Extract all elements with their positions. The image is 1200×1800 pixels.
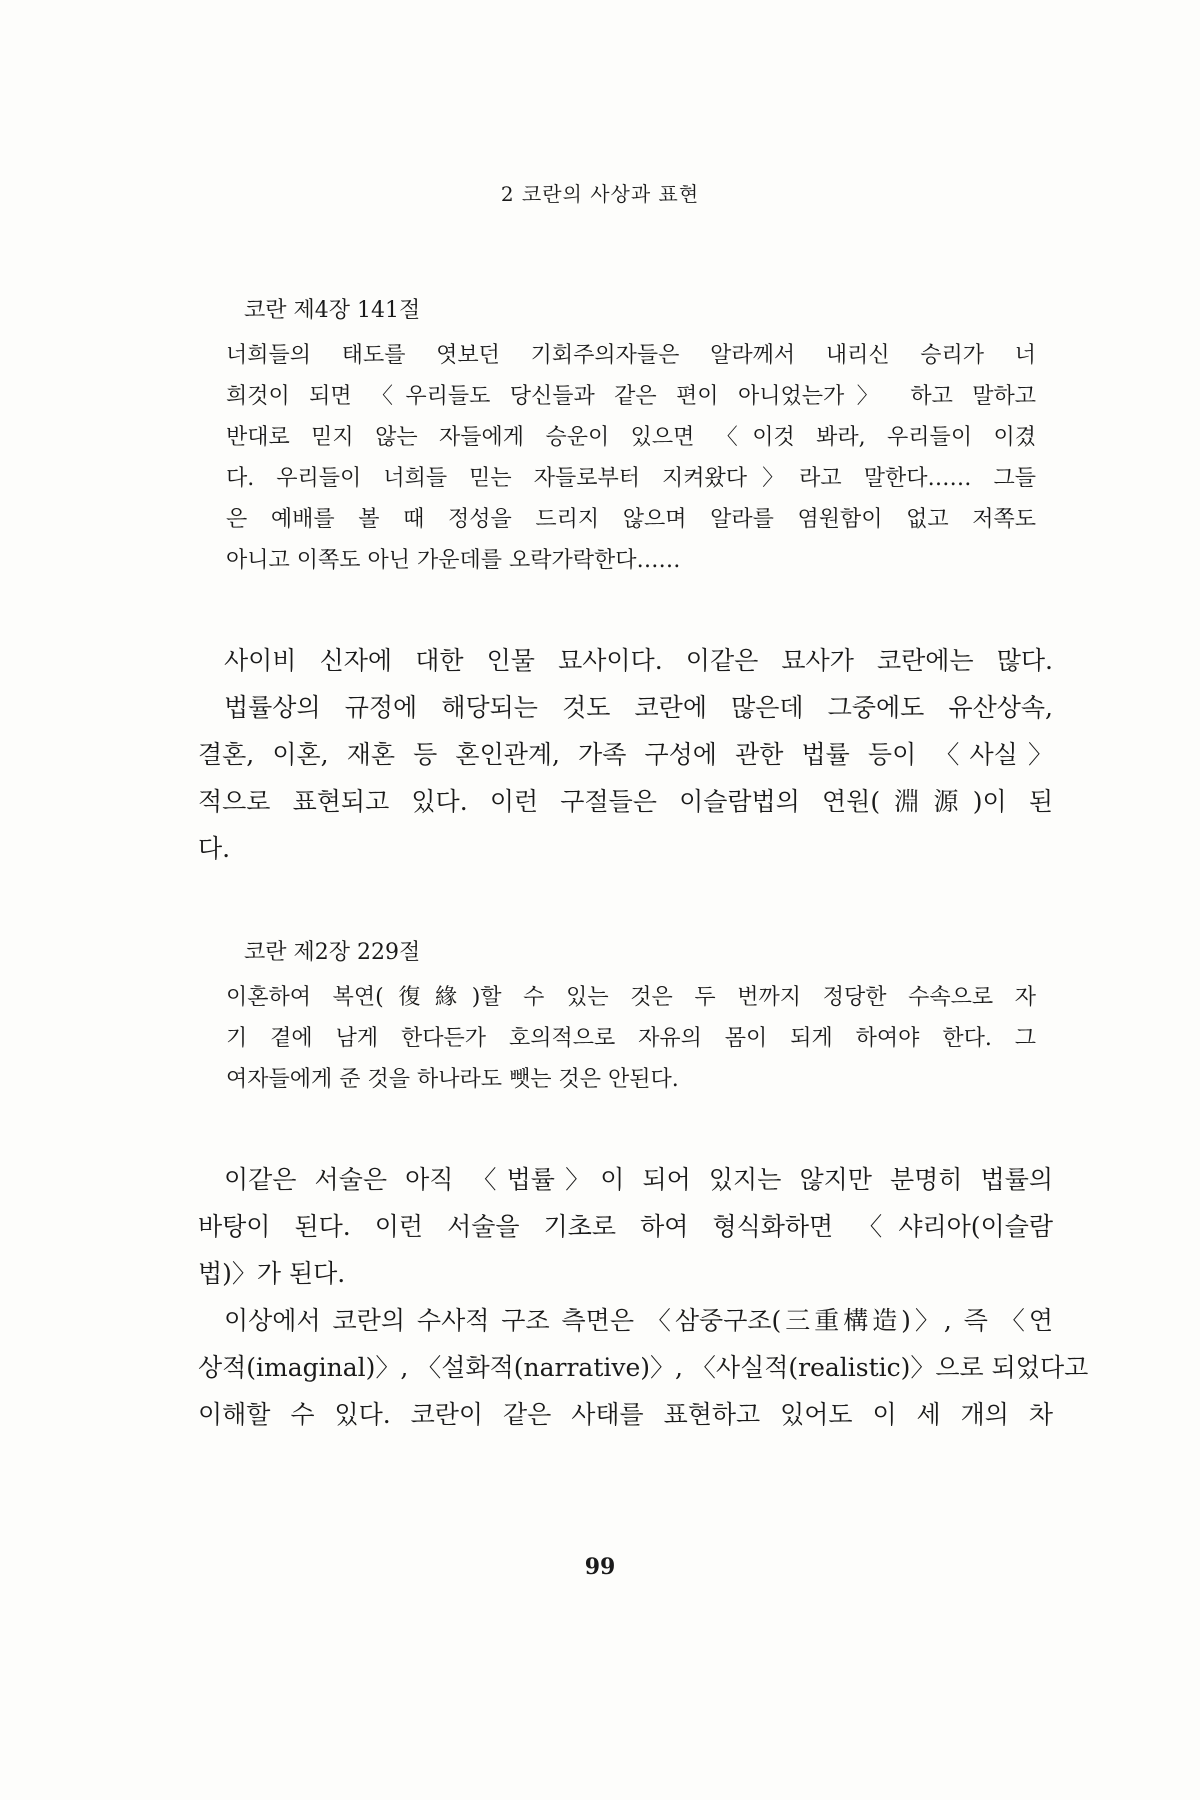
- spacer: [198, 1100, 1053, 1156]
- quote-line: 이혼하여 복연(復緣)할 수 있는 것은 두 번까지 정당한 수속으로 자: [226, 985, 1036, 1010]
- quote-line: 다. 우리들이 너희들 믿는 자들로부터 지켜왔다〉라고 말한다…… 그들: [226, 466, 1036, 491]
- quote-block-4-141: [226, 290, 1036, 581]
- quote-line: 여자들에게 준 것을 하나라도 뺏는 것은 안된다.: [226, 1067, 679, 1092]
- spacer: [198, 872, 1053, 932]
- quote-line: 은 예배를 볼 때 정성을 드리지 않으며 알라를 염원함이 없고 저쪽도: [226, 507, 1036, 532]
- quote-title: 코란 제2장 229절: [244, 940, 421, 965]
- paragraph: [198, 1297, 1089, 1438]
- quote-block-2-229: [226, 932, 1036, 1100]
- quote-line: 기 곁에 남게 한다든가 호의적으로 자유의 몸이 되게 하여야 한다. 그: [226, 1026, 1036, 1051]
- paragraph-line: 적으로 표현되고 있다. 이런 구절들은 이슬람법의 연원(淵源)이 된: [198, 787, 1053, 816]
- paragraph-line: 상적(imaginal)〉, 〈설화적(narrative)〉, 〈사실적(realistic)〉으로 되었다고: [198, 1353, 1089, 1382]
- paragraph-line: 이같은 서술은 아직 〈법률〉이 되어 있지는 않지만 분명히 법률의: [224, 1165, 1053, 1194]
- running-head: 2 코란의 사상과 표현: [500, 182, 700, 206]
- spacer: [198, 581, 1053, 637]
- paragraph-line: 법률상의 규정에 해당되는 것도 코란에 많은데 그중에도 유산상속,: [224, 693, 1053, 722]
- quote-title: 코란 제4장 141절: [244, 298, 421, 323]
- quote-line: 희것이 되면 〈우리들도 당신들과 같은 편이 아니었는가〉 하고 말하고: [226, 384, 1036, 409]
- paragraph-line: 이해할 수 있다. 코란이 같은 사태를 표현하고 있어도 이 세 개의 차: [198, 1400, 1053, 1429]
- paragraph-line: 다.: [198, 834, 231, 863]
- quote-line: 아니고 이쪽도 아닌 가운데를 오락가락한다……: [226, 548, 681, 573]
- page-number: 99: [584, 1554, 616, 1580]
- paragraph: [198, 637, 1053, 872]
- paragraph-line: 법)〉가 된다.: [198, 1259, 346, 1288]
- page-body: [198, 290, 1089, 1438]
- paragraph-line: 사이비 신자에 대한 인물 묘사이다. 이같은 묘사가 코란에는 많다.: [224, 646, 1053, 675]
- quote-line: 반대로 믿지 않는 자들에게 승운이 있으면 〈이것 봐라, 우리들이 이겼: [226, 425, 1036, 450]
- paragraph-line: 바탕이 된다. 이런 서술을 기초로 하여 형식화하면 〈샤리아(이슬람: [198, 1212, 1053, 1241]
- quote-line: 너희들의 태도를 엿보던 기회주의자들은 알라께서 내리신 승리가 너: [226, 343, 1036, 368]
- paragraph: [198, 1156, 1053, 1297]
- paragraph-line: 결혼, 이혼, 재혼 등 혼인관계, 가족 구성에 관한 법률 등이 〈사실〉: [198, 740, 1053, 769]
- paragraph-line: 이상에서 코란의 수사적 구조 측면은 〈삼중구조(三重構造)〉, 즉 〈연: [224, 1306, 1053, 1335]
